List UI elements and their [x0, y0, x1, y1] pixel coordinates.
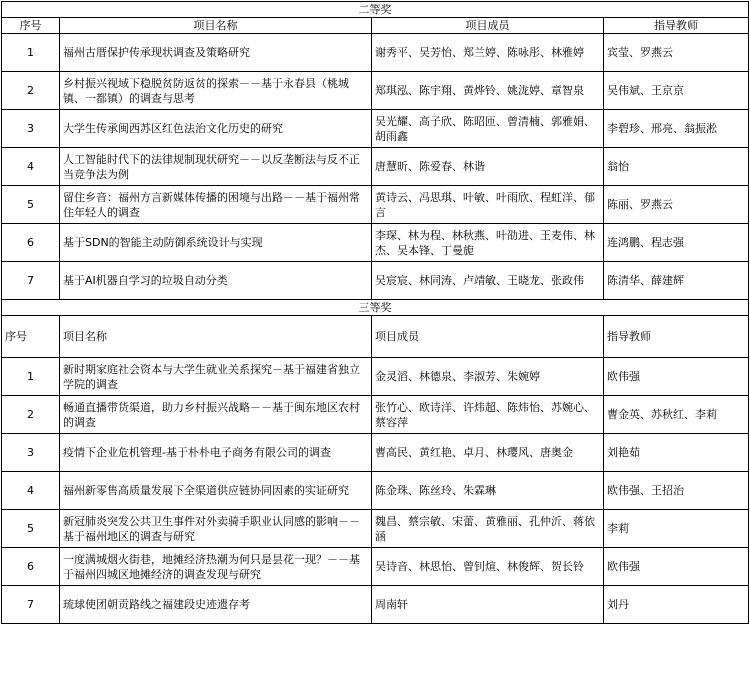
project-name: 疫情下企业危机管理-基于朴朴电子商务有限公司的调查: [60, 434, 372, 472]
table-row: [2, 110, 749, 148]
project-teachers: 陈清华、薛建辉: [604, 262, 749, 300]
project-teachers: 陈丽、罗燕云: [604, 186, 749, 224]
table-row: [2, 224, 749, 262]
project-members: 金灵滔、林德泉、李淑芳、朱婉婷: [372, 358, 604, 396]
project-members: 周南轩: [372, 586, 604, 624]
project-teachers: 刘丹: [604, 586, 749, 624]
project-members: 谢秀平、吴芳怡、郑兰婷、陈咏彤、林雅婷: [372, 34, 604, 72]
row-number: 6: [2, 224, 60, 262]
table-row: [2, 396, 749, 434]
table-row: [2, 358, 749, 396]
project-teachers: 刘艳茹: [604, 434, 749, 472]
row-number: 3: [2, 110, 60, 148]
table-row: [2, 186, 749, 224]
second-prize-title: 二等奖: [2, 2, 749, 18]
header-project-name: 项目名称: [60, 18, 372, 34]
project-name: 人工智能时代下的法律规制现状研究－－以反垄断法与反不正当竞争法为例: [60, 148, 372, 186]
row-number: 4: [2, 472, 60, 510]
header-project-name: 项目名称: [60, 316, 372, 358]
project-name: 琉球使团朝贡路线之福建段史迹遗存考: [60, 586, 372, 624]
awards-table: [1, 1, 749, 624]
project-teachers: 曹金英、苏秋红、李莉: [604, 396, 749, 434]
row-number: 1: [2, 34, 60, 72]
project-name: 基于SDN的智能主动防御系统设计与实现: [60, 224, 372, 262]
header-teachers: 指导教师: [604, 316, 749, 358]
project-members: 张竹心、欧诗洋、许炜超、陈炜怡、苏婉心、蔡容萍: [372, 396, 604, 434]
project-name: 新时期家庭社会资本与大学生就业关系探究－基于福建省独立学院的调查: [60, 358, 372, 396]
project-teachers: 翁怡: [604, 148, 749, 186]
project-name: 畅通直播带货渠道，助力乡村振兴战略－－基于闽东地区农村的调查: [60, 396, 372, 434]
project-members: 曹高民、黄红艳、卓月、林璎风、唐奥金: [372, 434, 604, 472]
project-teachers: 欧伟强: [604, 358, 749, 396]
row-number: 6: [2, 548, 60, 586]
project-name: 大学生传承闽西苏区红色法治文化历史的研究: [60, 110, 372, 148]
project-name: 留住乡音：福州方言新媒体传播的困境与出路－－基于福州常住年轻人的调查: [60, 186, 372, 224]
header-teachers: 指导教师: [604, 18, 749, 34]
row-number: 5: [2, 186, 60, 224]
project-teachers: 李碧珍、邢亮、翁振淞: [604, 110, 749, 148]
row-number: 7: [2, 262, 60, 300]
project-members: 吴诗音、林思怡、曾钊煊、林俊辉、贺长铃: [372, 548, 604, 586]
third-prize-title: 三等奖: [2, 300, 749, 316]
header-members: 项目成员: [372, 316, 604, 358]
second-prize-header-row: [2, 18, 749, 34]
header-no: 序号: [2, 18, 60, 34]
project-members: 黄诗云、冯思琪、叶敏、叶雨欣、程虹洋、郁言: [372, 186, 604, 224]
project-teachers: 宾莹、罗燕云: [604, 34, 749, 72]
project-teachers: 李莉: [604, 510, 749, 548]
row-number: 7: [2, 586, 60, 624]
third-prize-title-row: [2, 300, 749, 316]
row-number: 3: [2, 434, 60, 472]
project-teachers: 欧伟强: [604, 548, 749, 586]
project-name: 基于AI机器自学习的垃圾自动分类: [60, 262, 372, 300]
project-members: 吴宸宸、林同涛、卢靖敏、王晓龙、张政伟: [372, 262, 604, 300]
row-number: 2: [2, 72, 60, 110]
table-row: [2, 262, 749, 300]
table-row: [2, 148, 749, 186]
project-members: 李琛、林为程、林秋燕、叶劭进、王麦伟、林杰、吴本锋、丁曼旎: [372, 224, 604, 262]
project-members: 陈金珠、陈丝玲、朱霖琳: [372, 472, 604, 510]
project-teachers: 连鸿鹏、程志强: [604, 224, 749, 262]
table-row: [2, 548, 749, 586]
table-row: [2, 510, 749, 548]
table-row: [2, 586, 749, 624]
project-teachers: 吴伟斌、王京京: [604, 72, 749, 110]
project-members: 吴光耀、高子欣、陈昭匝、曾清楠、郭雅娟、胡雨鑫: [372, 110, 604, 148]
table-row: [2, 472, 749, 510]
row-number: 5: [2, 510, 60, 548]
row-number: 4: [2, 148, 60, 186]
project-name: 乡村振兴视域下稳脱贫防返贫的探索－－基于永春县（桃城镇、一都镇）的调查与思考: [60, 72, 372, 110]
table-row: [2, 72, 749, 110]
project-name: 福州新零售高质量发展下全渠道供应链协同因素的实证研究: [60, 472, 372, 510]
third-prize-header-row: [2, 316, 749, 358]
table-row: [2, 434, 749, 472]
header-no: 序号: [2, 316, 60, 358]
project-name: 福州古厝保护传承现状调查及策略研究: [60, 34, 372, 72]
project-name: 一度满城烟火街巷，地摊经济热潮为何只是昙花一现？－－基于福州四城区地摊经济的调查发现与研究: [60, 548, 372, 586]
header-members: 项目成员: [372, 18, 604, 34]
project-members: 郑琪泓、陈宇翔、黄烨铃、姚泷婷、章智泉: [372, 72, 604, 110]
project-members: 唐慧昕、陈爱春、林谐: [372, 148, 604, 186]
row-number: 1: [2, 358, 60, 396]
project-teachers: 欧伟强、王招治: [604, 472, 749, 510]
table-row: [2, 34, 749, 72]
project-members: 魏昌、蔡宗敏、宋蕾、黄雅丽、孔仲沂、蒋依涵: [372, 510, 604, 548]
row-number: 2: [2, 396, 60, 434]
project-name: 新冠肺炎突发公共卫生事件对外卖骑手职业认同感的影响－－基于福州地区的调查与研究: [60, 510, 372, 548]
second-prize-title-row: [2, 2, 749, 18]
